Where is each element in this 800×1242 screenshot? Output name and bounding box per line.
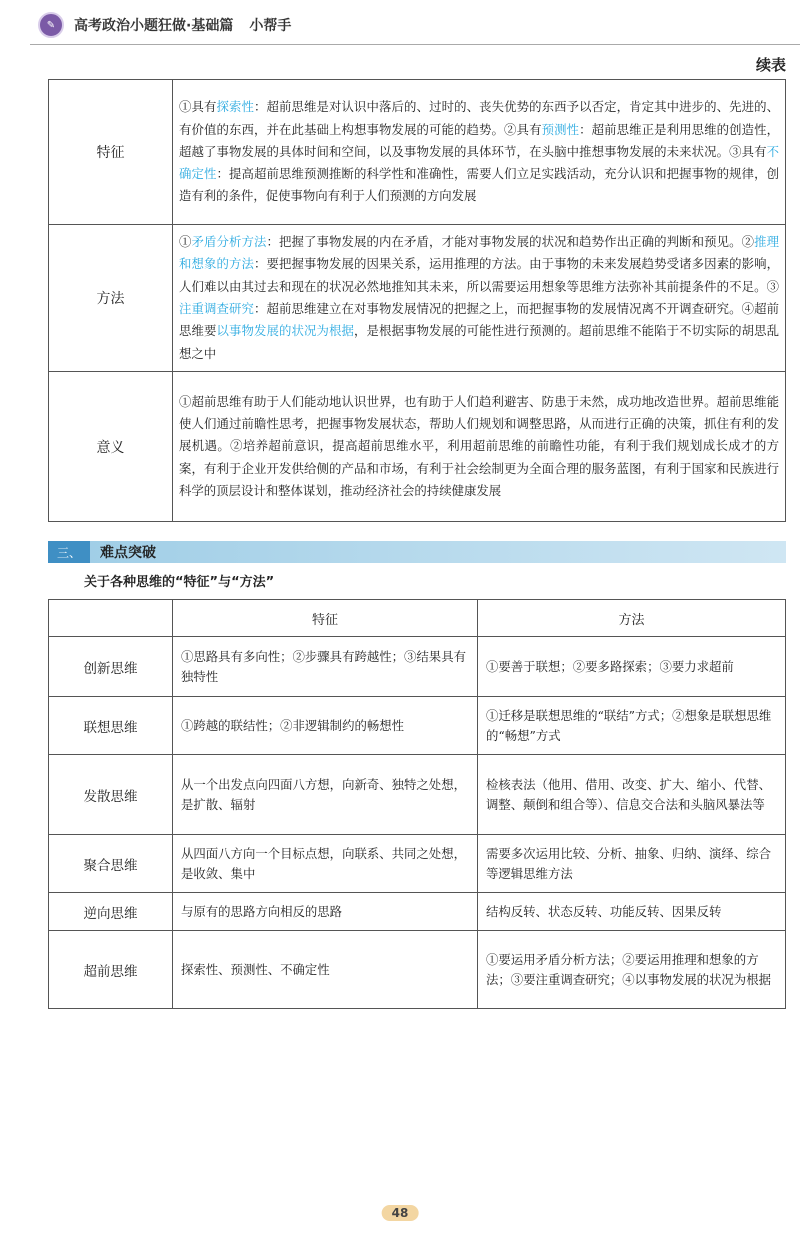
thinking-type: 逆向思维 [49,893,173,931]
book-helper-label: 小帮手 [249,18,292,34]
feature-cell: 与原有的思路方向相反的思路 [173,893,478,931]
page-number: 48 [382,1205,419,1221]
book-logo-icon: ✎ [38,12,64,38]
row-label: 方法 [49,225,173,372]
feature-cell: ①思路具有多向性；②步骤具有跨越性；③结果具有独特性 [173,637,478,697]
body-text: ，是根据事物发展的可能性进行预测的。超前思维不能陷于不切实际的胡思乱想之中 [179,323,780,361]
table-row [49,637,786,697]
keyword-text: 以事物发展的状况为根据 [216,323,355,339]
section-number: 三、 [48,541,90,563]
table-row [49,697,786,755]
method-cell: ①迁移是联想思维的“联结”方式；②想象是联想思维的“畅想”方式 [478,697,786,755]
method-cell: ①要运用矛盾分析方法；②要运用推理和想象的方法；③要注重调查研究；④以事物发展的状况为根据 [478,931,786,1009]
method-cell: 结构反转、状态反转、功能反转、因果反转 [478,893,786,931]
thinking-type: 联想思维 [49,697,173,755]
row-content [173,80,786,225]
body-text: ：要把握事物发展的因果关系，运用推理的方法。由于事物的未来发展趋势受诸多因素的影响，人们难以由其过去和现在的状况必然地推知其未来，所以需要运用想象等思维方法弥补其前提条件的不足。③ [179,256,780,294]
table-row [49,931,786,1009]
feature-cell: 探索性、预测性、不确定性 [173,931,478,1009]
thinking-type: 超前思维 [49,931,173,1009]
table-header-cell: 方法 [478,600,786,637]
book-title: 高考政治小题狂做·基础篇 [74,18,234,34]
table-row [49,755,786,835]
section-title: 难点突破 [100,545,156,561]
body-text: ①超前思维有助于人们能动地认识世界，也有助于人们趋利避害、防患于未然，成功地改造世界。超前思维能使人们通过前瞻性思考，把握事物发展状态，帮助人们规划和调整思路，从而进行正确的决策，抓住有利的发展机遇。②培养超前意识，提高超前思维水平，利用超前思维的前瞻性功能，有利于我们规划成长成才的方案，有利于企业开发供给侧的产品和市场，有利于社会绘制更为全面合理的服务蓝图，有利于国家和民族进行科学的顶层设计和整体谋划，推动经济社会的持续健康发展 [179,393,779,498]
table-subtitle: 关于各种思维的“特征”与“方法” [84,575,275,590]
thinking-type: 发散思维 [49,755,173,835]
method-cell: 检核表法（他用、借用、改变、扩大、缩小、代替、调整、颠倒和组合等）、信息交合法和头脑风暴法等 [478,755,786,835]
keyword-text: 矛盾分析方法 [191,234,267,250]
thinking-comparison-table [48,599,786,1009]
keyword-text: 注重调查研究 [179,301,255,316]
keyword-text: 预测性 [541,121,580,137]
table-row [49,893,786,931]
body-text: ：把握了事物发展的内在矛盾，才能对事物发展的状况和趋势作出正确的判断和预见。② [266,234,755,250]
table-row [49,372,786,522]
keyword-text: 探索性 [216,99,255,115]
body-text: ：超前思维建立在对事物发展情况的把握之上，而把握事物的发展情况离不开调查研究。④超前思维要 [179,301,780,339]
body-text: ：提高超前思维预测推断的科学性和准确性，需要人们立足实践活动，充分认识和把握事物的规律，创造有利的条件，促使事物向有利于人们预测的方向发展 [179,166,780,204]
table-header-row [49,600,786,637]
row-label: 意义 [49,372,173,522]
table-row [49,835,786,893]
feature-cell: 从四面八方向一个目标点想，向联系、共同之处想，是收敛、集中 [173,835,478,893]
row-label: 特征 [49,80,173,225]
method-cell: ①要善于联想；②要多路探索；③要力求超前 [478,637,786,697]
method-cell: 需要多次运用比较、分析、抽象、归纳、演绎、综合等逻辑思维方法 [478,835,786,893]
row-content [173,372,786,522]
keyword-text: 不确定性 [179,143,779,182]
table-header-cell [49,600,173,637]
thinking-type: 聚合思维 [49,835,173,893]
table-row [49,225,786,372]
body-text: ：超前思维是对认识中落后的、过时的、丧失优势的东西予以否定，肯定其中进步的、先进的、有价值的东西，并在此基础上构想事物发展的可能的趋势。②具有 [179,99,780,137]
continued-label: 续表 [755,56,786,74]
row-content [173,225,786,372]
header-divider [30,44,800,45]
thinking-type: 创新思维 [49,637,173,697]
keyword-text: 推理和想象的方法 [179,234,780,272]
feature-cell: ①跨越的联结性；②非逻辑制约的畅想性 [173,697,478,755]
body-text: ①具有 [179,99,217,115]
body-text: ：超前思维正是利用思维的创造性，超越了事物发展的具体时间和空间，以及事物发展的具体环节，在头脑中推想事物发展的未来状况。③具有 [179,121,780,159]
section-header [48,541,786,563]
table-header-cell: 特征 [173,600,478,637]
page-header [38,10,291,40]
table-row [49,80,786,225]
thinking-detail-table [48,79,786,522]
body-text: ① [179,234,192,250]
feature-cell: 从一个出发点向四面八方想，向新奇、独特之处想，是扩散、辐射 [173,755,478,835]
